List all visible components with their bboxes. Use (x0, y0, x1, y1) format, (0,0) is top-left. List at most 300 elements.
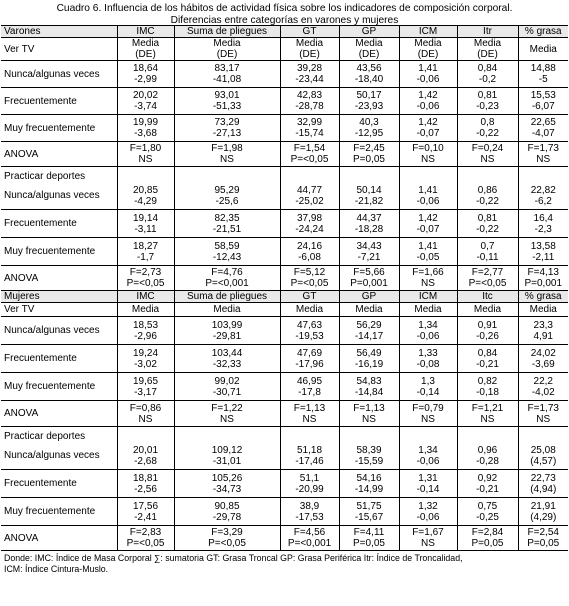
sd-value: -15,74 (295, 128, 324, 139)
sd-value: NS (421, 154, 435, 165)
mean-value: 42,83 (296, 90, 323, 101)
sd-value: -20,99 (295, 483, 324, 495)
value-cell (399, 61, 457, 88)
mean-value: F=0,79 (412, 402, 444, 414)
row-label: ANOVA (1, 142, 117, 167)
sd-value: -25,02 (295, 195, 324, 207)
sd-value: -0,22 (476, 223, 499, 235)
value-cell (174, 266, 280, 291)
mean-value: 0,84 (477, 347, 498, 359)
mean-value: 19,65 (132, 375, 159, 387)
value-cell (457, 88, 518, 115)
sd-value: -17,8 (298, 386, 321, 398)
mujeres-header-cell: GP (339, 291, 399, 303)
value-cell (399, 442, 457, 470)
value-cell (117, 526, 174, 551)
value-cell (339, 210, 399, 238)
section-label: Practicar deportes (4, 431, 86, 442)
empty-cell (174, 427, 280, 443)
mean-value: F=4,11 (353, 527, 385, 538)
value-cell (457, 373, 518, 401)
varones-dep-section-row (1, 167, 568, 183)
sd-value: -3,74 (134, 101, 157, 112)
caption-line-2: Diferencias entre categorías en varones y mujeres (170, 14, 399, 26)
value-cell (518, 526, 568, 551)
mean-value: 1,34 (418, 319, 438, 331)
subheader-media: Media (529, 43, 557, 55)
mean-value: 24,16 (296, 240, 323, 252)
sd-value: P=<0,05 (126, 538, 165, 549)
sd-value: -0,07 (416, 223, 440, 235)
row-label: Nunca/algunas veces (1, 182, 117, 210)
value-cell (339, 498, 399, 526)
value-cell (280, 317, 339, 345)
value-cell (399, 142, 457, 167)
sd-value: -6,08 (298, 251, 321, 263)
mean-value: 15,53 (530, 90, 556, 101)
value-cell (457, 526, 518, 551)
value-cell (174, 345, 280, 373)
subheader-media: Media (295, 38, 324, 49)
sd-value: -0,06 (416, 330, 440, 342)
mean-value: F=1,13 (353, 402, 385, 414)
mujeres-dep-row (1, 498, 568, 526)
value-cell (117, 210, 174, 238)
empty-cell (117, 167, 174, 183)
mean-value: 22,73 (530, 472, 556, 484)
value-cell (399, 210, 457, 238)
value-cell (280, 142, 339, 167)
value-cell (518, 442, 568, 470)
sd-value: -18,40 (354, 74, 384, 85)
mean-value: 20,02 (132, 90, 159, 101)
value-cell (518, 115, 568, 142)
sd-value: -51,33 (212, 101, 242, 112)
sd-value: -0,14 (416, 483, 440, 495)
mujeres-dep-anova-row (1, 526, 568, 551)
empty-cell (117, 427, 174, 443)
mean-value: F=5,66 (353, 267, 385, 278)
value-cell (117, 401, 174, 427)
sd-value: -0,23 (476, 101, 499, 112)
varones-tv-row (1, 88, 568, 115)
mean-value: 13,58 (530, 240, 556, 252)
value-cell (457, 498, 518, 526)
row-label: Frecuentemente (1, 210, 117, 238)
sd-value: P=<0,05 (126, 278, 165, 289)
mean-value: 105,26 (211, 472, 243, 484)
mean-value: 39,28 (296, 63, 323, 74)
value-cell (117, 470, 174, 498)
subheader-cell: Media (280, 303, 339, 317)
sd-value: -0,05 (416, 251, 440, 263)
sd-value: P=0,05 (353, 154, 385, 165)
sd-value: -19,53 (295, 330, 324, 342)
sd-value: -4,02 (531, 386, 555, 398)
empty-cell (518, 427, 568, 443)
value-cell (518, 238, 568, 266)
tv-section-label: Ver TV (1, 38, 117, 61)
varones-header-cell: Itr (457, 26, 518, 38)
value-cell (518, 498, 568, 526)
mean-value: 18,81 (132, 472, 159, 484)
mean-value: 20,01 (132, 444, 159, 456)
value-cell (280, 88, 339, 115)
mujeres-dep-row (1, 442, 568, 470)
mean-value: F=4,56 (293, 527, 326, 538)
varones-header-row (1, 26, 568, 38)
value-cell (457, 317, 518, 345)
sd-value: -41,08 (212, 74, 242, 85)
sd-value: P=<0,001 (287, 538, 332, 549)
value-cell (117, 115, 174, 142)
mean-value: 47,69 (296, 347, 323, 359)
value-cell (174, 442, 280, 470)
mean-value: 18,64 (132, 63, 159, 74)
value-cell (457, 182, 518, 210)
value-cell (518, 317, 568, 345)
sd-value: NS (536, 154, 551, 165)
empty-cell (280, 427, 339, 443)
mean-value: 18,27 (132, 240, 159, 252)
value-cell (399, 317, 457, 345)
mean-value: 25,08 (530, 444, 556, 456)
subheader-media: Media (355, 38, 383, 49)
mean-value: 56,49 (356, 347, 382, 359)
empty-cell (174, 167, 280, 183)
mujeres-header-cell: GT (280, 291, 339, 303)
sd-value: -5 (538, 74, 548, 85)
mean-value: F=4,76 (211, 267, 243, 278)
varones-dep-row (1, 238, 568, 266)
sd-value: NS (302, 413, 317, 425)
row-label: Frecuentemente (1, 345, 117, 373)
mujeres-header-cell: ICM (399, 291, 457, 303)
value-cell (174, 115, 280, 142)
sd-value: -3,11 (134, 223, 157, 235)
value-cell (339, 238, 399, 266)
mean-value: 51,1 (299, 472, 320, 484)
empty-cell (518, 167, 568, 183)
mean-value: 58,59 (214, 240, 240, 252)
value-cell (280, 238, 339, 266)
sd-value: -15,59 (354, 455, 384, 467)
mean-value: 1,42 (418, 90, 438, 101)
value-cell (174, 373, 280, 401)
mujeres-tv-subheader-row (1, 303, 568, 317)
value-cell (174, 182, 280, 210)
value-cell (339, 182, 399, 210)
mean-value: 22,65 (530, 117, 556, 128)
mean-value: F=1,73 (527, 143, 559, 154)
value-cell (280, 182, 339, 210)
mean-value: 0,7 (480, 240, 495, 252)
subheader-cell (280, 38, 339, 61)
sd-value: -1,7 (136, 251, 155, 263)
mean-value: 1,34 (418, 444, 438, 456)
value-cell (518, 61, 568, 88)
mean-value: F=2,84 (471, 527, 504, 538)
sd-value: P=<0,05 (468, 278, 507, 289)
mujeres-header-cell: % grasa (518, 291, 568, 303)
mean-value: 46,95 (296, 375, 323, 387)
table-footnote (0, 551, 569, 575)
subheader-de: (DE) (417, 49, 439, 60)
value-cell (339, 266, 399, 291)
mean-value: 18,53 (132, 319, 159, 331)
mean-value: 0,82 (477, 375, 498, 387)
sd-value: -3,68 (134, 128, 157, 139)
sd-value: -23,93 (354, 101, 384, 112)
mujeres-header-cell: Mujeres (1, 291, 117, 303)
mean-value: 0,96 (477, 444, 498, 456)
value-cell (399, 88, 457, 115)
value-cell (339, 317, 399, 345)
value-cell (518, 88, 568, 115)
mean-value: F=0,86 (129, 402, 162, 414)
sd-value: -17,46 (295, 455, 324, 467)
sd-value: -2,99 (134, 74, 157, 85)
value-cell (339, 526, 399, 551)
varones-dep-row (1, 182, 568, 210)
value-cell (399, 526, 457, 551)
sd-value: -0,06 (416, 455, 440, 467)
value-cell (339, 345, 399, 373)
mean-value: 1,42 (418, 117, 438, 128)
sd-value: -18,28 (354, 223, 384, 235)
sd-value: -14,84 (354, 386, 384, 398)
sd-value: -0,06 (416, 101, 440, 112)
sd-value: -14,17 (354, 330, 384, 342)
mean-value: 19,99 (132, 117, 159, 128)
subheader-cell: Media (174, 303, 280, 317)
subheader-de: (DE) (358, 49, 380, 60)
caption-line-1: Cuadro 6. Influencia de los hábitos de actividad física sobre los indicadores de composición corporal. (56, 3, 513, 14)
sd-value: NS (421, 278, 435, 289)
value-cell (518, 345, 568, 373)
mean-value: 58,39 (356, 444, 382, 456)
row-label: Muy frecuentemente (1, 498, 117, 526)
mujeres-tv-anova-row (1, 401, 568, 427)
mean-value: 23,3 (533, 319, 553, 331)
table-caption (0, 0, 569, 25)
mean-value: F=3,29 (211, 527, 243, 538)
value-cell (339, 115, 399, 142)
sd-value: -32,33 (212, 358, 242, 370)
mean-value: 32,99 (296, 117, 323, 128)
varones-header-cell: IMC (117, 26, 174, 38)
mean-value: 44,37 (356, 212, 382, 224)
row-label: Muy frecuentemente (1, 238, 117, 266)
value-cell (280, 210, 339, 238)
mean-value: F=1,54 (293, 143, 326, 154)
value-cell (399, 401, 457, 427)
mean-value: 34,43 (356, 240, 382, 252)
sd-value: -0,06 (416, 74, 440, 85)
sd-value: -2,3 (534, 223, 552, 235)
value-cell (457, 470, 518, 498)
empty-cell (457, 167, 518, 183)
value-cell (399, 182, 457, 210)
mean-value: 109,12 (211, 444, 243, 456)
mean-value: F=1,22 (211, 402, 243, 414)
mean-value: 82,35 (214, 212, 240, 224)
mujeres-header-cell: IMC (117, 291, 174, 303)
sd-value: -0,06 (416, 195, 440, 207)
mean-value: F=1,73 (527, 402, 559, 414)
mujeres-tv-row (1, 373, 568, 401)
value-cell (457, 61, 518, 88)
mean-value: 40,3 (359, 117, 379, 128)
row-label: Muy frecuentemente (1, 115, 117, 142)
subheader-de: (DE) (477, 49, 498, 60)
value-cell (399, 115, 457, 142)
tv-section-label: Ver TV (1, 303, 117, 317)
mujeres-tv-row (1, 345, 568, 373)
sd-value: -25,6 (215, 195, 239, 207)
value-cell (339, 401, 399, 427)
value-cell (117, 373, 174, 401)
mean-value: F=2,77 (471, 267, 504, 278)
mean-value: 56,29 (356, 319, 382, 331)
mean-value: 1,33 (418, 347, 438, 359)
varones-tv-row (1, 61, 568, 88)
mean-value: 103,99 (211, 319, 243, 331)
mean-value: 50,14 (356, 184, 382, 196)
empty-cell (339, 427, 399, 443)
value-cell (117, 61, 174, 88)
mean-value: F=1,13 (293, 402, 326, 414)
sd-value: -3,02 (134, 358, 157, 370)
mean-value: 51,18 (296, 444, 323, 456)
mean-value: F=0,24 (471, 143, 504, 154)
value-cell (280, 345, 339, 373)
value-cell (457, 401, 518, 427)
results-table (1, 25, 568, 551)
value-cell (117, 498, 174, 526)
sd-value: -0,18 (476, 386, 499, 398)
value-cell (518, 266, 568, 291)
sd-value: 4,91 (533, 330, 553, 342)
value-cell (280, 442, 339, 470)
mean-value: 20,85 (132, 184, 159, 196)
subheader-cell: Media (399, 303, 457, 317)
sd-value: -29,81 (212, 330, 242, 342)
value-cell (518, 470, 568, 498)
footnote-line-2: ICM: Índice Cintura-Muslo. (4, 564, 109, 574)
subheader-cell (399, 38, 457, 61)
mujeres-header-row (1, 291, 568, 303)
sd-value: -27,13 (212, 128, 242, 139)
sd-value: -12,95 (354, 128, 384, 139)
mean-value: 22,2 (533, 375, 553, 387)
mean-value: 54,83 (356, 375, 382, 387)
mean-value: 19,24 (132, 347, 159, 359)
mean-value: F=0,10 (412, 143, 444, 154)
subheader-media: Media (473, 38, 502, 49)
value-cell (518, 373, 568, 401)
subheader-cell (174, 38, 280, 61)
row-label: Muy frecuentemente (1, 373, 117, 401)
mujeres-tv-row (1, 317, 568, 345)
sd-value: -0,14 (416, 386, 440, 398)
mean-value: 22,82 (530, 184, 556, 196)
value-cell (457, 266, 518, 291)
subheader-cell (518, 38, 568, 61)
sd-value: P=0,05 (471, 538, 504, 549)
mean-value: 93,01 (214, 90, 240, 101)
varones-header-cell: ICM (399, 26, 457, 38)
value-cell (339, 470, 399, 498)
sd-value: -0,08 (416, 358, 440, 370)
sd-value: -2,96 (134, 330, 157, 342)
value-cell (117, 182, 174, 210)
mean-value: 38,9 (299, 500, 320, 512)
value-cell (280, 526, 339, 551)
value-cell (399, 266, 457, 291)
mean-value: 1,32 (418, 500, 438, 512)
mean-value: 51,75 (356, 500, 382, 512)
mujeres-header-cell: Itc (457, 291, 518, 303)
value-cell (399, 345, 457, 373)
varones-dep-anova-row (1, 266, 568, 291)
sd-value: -0,07 (416, 128, 440, 139)
sd-value: -12,43 (212, 251, 242, 263)
mean-value: 99,02 (214, 375, 240, 387)
value-cell (518, 401, 568, 427)
sd-value: P=0,05 (527, 538, 560, 549)
varones-tv-row (1, 115, 568, 142)
empty-cell (457, 427, 518, 443)
subheader-cell (339, 38, 399, 61)
subheader-media: Media (414, 38, 442, 49)
row-label: ANOVA (1, 401, 117, 427)
mean-value: F=1,66 (412, 267, 444, 278)
mean-value: F=4,13 (527, 267, 559, 278)
mean-value: F=2,83 (129, 527, 162, 538)
value-cell (174, 210, 280, 238)
sd-value: -24,24 (295, 223, 324, 235)
sd-value: -17,53 (295, 511, 324, 523)
mean-value: 0,8 (480, 117, 495, 128)
mean-value: 16,4 (533, 212, 553, 224)
mean-value: 0,92 (477, 472, 498, 484)
value-cell (339, 88, 399, 115)
value-cell (518, 142, 568, 167)
value-cell (174, 142, 280, 167)
sd-value: -6,07 (531, 101, 555, 112)
subheader-media: Media (213, 38, 241, 49)
sd-value: NS (480, 413, 495, 425)
sd-value: -15,67 (354, 511, 384, 523)
mean-value: 14,88 (530, 63, 556, 74)
sd-value: NS (480, 154, 495, 165)
row-label: ANOVA (4, 272, 39, 284)
mean-value: 0,91 (477, 319, 498, 331)
row-label: Nunca/algunas veces (1, 442, 117, 470)
varones-header-cell: GP (339, 26, 399, 38)
sd-value: NS (421, 413, 435, 425)
subheader-de: (DE) (135, 49, 156, 60)
value-cell (280, 498, 339, 526)
mean-value: 44,77 (296, 184, 323, 196)
sd-value: -0,28 (476, 455, 499, 467)
sd-value: (4,94) (530, 483, 557, 495)
value-cell (399, 373, 457, 401)
sd-value: -0,21 (476, 483, 499, 495)
sd-value: NS (536, 413, 551, 425)
value-cell (399, 238, 457, 266)
